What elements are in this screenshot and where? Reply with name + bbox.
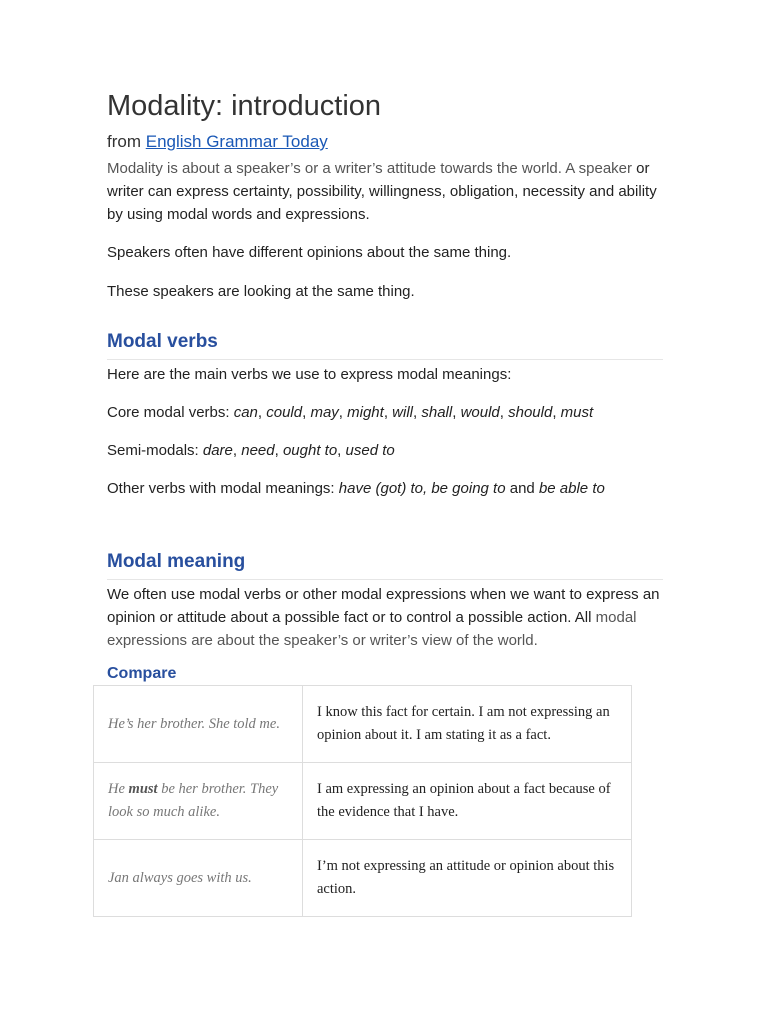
other-verbs-label: Other verbs with modal meanings:: [107, 480, 339, 497]
other-verbs-and: and: [505, 480, 539, 497]
modal-meaning-text-b: modal expressions are about the speaker’s or writer’s view of the world.: [107, 609, 637, 649]
other-verbs-b: be able to: [538, 480, 605, 497]
table-row: [94, 763, 632, 840]
opinions-paragraph: Speakers often have different opinions about the same thing.: [107, 244, 512, 261]
semi-modals-line: [107, 439, 667, 462]
semi-modal-item: used to: [345, 442, 395, 459]
modal-meaning-heading: Modal meaning: [107, 551, 663, 580]
core-modal-item: should: [508, 404, 553, 421]
example-sentence: [94, 686, 303, 763]
compare-heading: Compare: [107, 665, 177, 682]
core-modal-item: can: [233, 404, 258, 421]
core-modals-line: [107, 401, 667, 424]
source-line: [107, 132, 328, 152]
core-modal-item: shall: [421, 404, 453, 421]
semi-modal-item: need: [241, 442, 275, 459]
source-prefix: from: [107, 132, 146, 151]
example-modal-word: must: [128, 781, 158, 797]
modal-meaning-paragraph: [107, 583, 667, 652]
core-modals-list: can, could, may, might, will, shall, would, should, must: [233, 404, 594, 421]
example-text: He: [108, 781, 129, 797]
core-modal-item: could: [266, 404, 303, 421]
core-modals-label: Core modal verbs:: [107, 404, 234, 421]
semi-modal-item: dare: [202, 442, 233, 459]
example-explanation: I know this fact for certain. I am not expressing an opinion about it. I am stating it as a fact.: [303, 686, 632, 763]
source-link[interactable]: English Grammar Today: [145, 132, 328, 151]
example-text: He’s her brother. She told me.: [108, 715, 280, 732]
table-row: [94, 686, 632, 763]
example-sentence: [94, 840, 303, 917]
example-explanation: I’m not expressing an attitude or opinion about this action.: [303, 840, 632, 917]
core-modal-item: would: [460, 404, 500, 421]
modal-verbs-heading: Modal verbs: [107, 331, 663, 360]
modal-verbs-lead: Here are the main verbs we use to express modal meanings:: [107, 366, 512, 383]
modal-meaning-text-a: We often use modal verbs or other modal expressions when we want to express an opinion or attitude about a possible fact or to control a possible action. All: [107, 586, 660, 626]
intro-paragraph: [107, 157, 667, 226]
example-text: be her brother. They look so much alike.: [108, 781, 279, 820]
semi-modals-list: dare, need, ought to, used to: [202, 442, 395, 459]
intro-text-a: Modality is about a speaker’s or a writer’s attitude towards the world. A speaker: [107, 160, 632, 177]
core-modal-item: might: [347, 404, 384, 421]
speakers-paragraph: These speakers are looking at the same thing.: [107, 283, 415, 300]
example-text: Jan always goes with us.: [108, 869, 252, 886]
page-title: Modality: introduction: [107, 90, 382, 122]
examples-table: [93, 685, 632, 917]
semi-modals-label: Semi-modals:: [107, 442, 203, 459]
core-modal-item: may: [310, 404, 339, 421]
other-verbs-line: [107, 477, 667, 500]
example-sentence: [94, 763, 303, 840]
other-verbs-a: have (got) to, be going to: [338, 480, 506, 497]
intro-text-b: or writer can express certainty, possibility, willingness, obligation, necessity and ability by using modal words and expressions.: [107, 160, 657, 223]
table-row: [94, 840, 632, 917]
core-modal-item: must: [560, 404, 594, 421]
core-modal-item: will: [392, 404, 414, 421]
example-explanation: I am expressing an opinion about a fact because of the evidence that I have.: [303, 763, 632, 840]
semi-modal-item: ought to: [282, 442, 338, 459]
